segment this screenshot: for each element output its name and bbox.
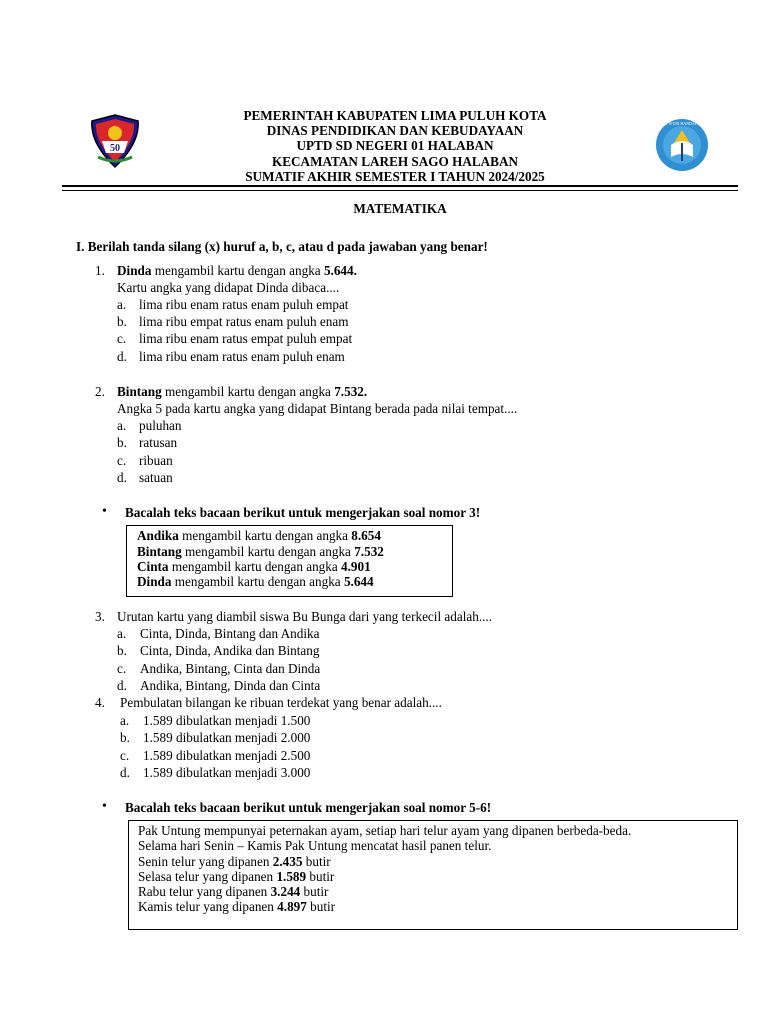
egg-text: Rabu telur yang dipanen: [138, 884, 271, 899]
q2-option-a[interactable]: puluhan: [139, 418, 182, 433]
egg-unit: butir: [302, 854, 331, 869]
q2-number: 2.: [95, 384, 105, 399]
egg-text: Kamis telur yang dipanen: [138, 899, 278, 914]
egg-text: Selasa telur yang dipanen: [138, 869, 277, 884]
q1-option-a[interactable]: lima ribu enam ratus enam puluh empat: [139, 297, 349, 312]
tut-wuri-handayani-logo: [654, 117, 710, 175]
header-line-4: KECAMATAN LAREH SAGO HALABAN: [271, 153, 519, 169]
q2-option-a-letter: a.: [117, 418, 127, 433]
document-header: [150, 108, 640, 184]
q2-stem: [117, 384, 367, 400]
q2-value: 7.532.: [334, 384, 368, 399]
egg-unit: butir: [306, 899, 336, 914]
egg-row-senin: [138, 854, 331, 870]
q2-option-d[interactable]: satuan: [139, 470, 173, 485]
egg-row-selasa: [138, 869, 334, 885]
q3-option-a[interactable]: Cinta, Dinda, Bintang dan Andika: [140, 626, 320, 641]
card-value: 8.654: [351, 528, 381, 543]
card-text: mengambil kartu dengan angka: [171, 574, 344, 589]
header-line-5: SUMATIF AKHIR SEMESTER I TAHUN 2024/2025: [245, 168, 545, 184]
bullet-marker-1: •: [102, 504, 107, 519]
egg-value: 1.589: [276, 869, 307, 884]
q4-option-b-letter: b.: [120, 730, 130, 745]
card-name: Cinta: [137, 559, 169, 574]
regency-seal-logo: [88, 113, 142, 169]
q1-stem: [117, 263, 357, 279]
egg-value: 3.244: [270, 884, 301, 899]
q2-question: Angka 5 pada kartu angka yang didapat Bintang berada pada nilai tempat....: [117, 401, 518, 416]
q1-value: 5.644.: [323, 263, 357, 278]
q4-option-c-letter: c.: [120, 748, 130, 763]
egg-row-rabu: [138, 884, 328, 900]
card-row-dinda: [137, 574, 374, 590]
q1-text: mengambil kartu dengan angka: [151, 263, 324, 278]
egg-intro-line-2: Selama hari Senin – Kamis Pak Untung mencatat hasil panen telur.: [138, 838, 492, 853]
q1-option-c[interactable]: lima ribu enam ratus empat puluh empat: [139, 331, 353, 346]
q3-question: Urutan kartu yang diambil siswa Bu Bunga dari yang terkecil adalah....: [117, 609, 493, 624]
q4-option-c[interactable]: 1.589 dibulatkan menjadi 2.500: [143, 748, 311, 763]
q1-option-c-letter: c.: [117, 331, 127, 346]
bullet-marker-2: •: [102, 799, 107, 814]
card-text: mengambil kartu dengan angka: [168, 559, 341, 574]
card-name: Andika: [137, 528, 179, 543]
logo-motto: TUT WURI HANDAYANI: [660, 121, 704, 126]
egg-value: 4.897: [277, 899, 307, 914]
q4-option-a[interactable]: 1.589 dibulatkan menjadi 1.500: [143, 713, 311, 728]
card-value: 5.644: [343, 574, 374, 589]
header-line-2: DINAS PENDIDIKAN DAN KEBUDAYAAN: [266, 123, 524, 139]
q1-question: Kartu angka yang didapat Dinda dibaca....: [117, 280, 340, 295]
q3-option-c[interactable]: Andika, Bintang, Cinta dan Dinda: [140, 661, 321, 676]
q1-option-d-letter: d.: [117, 349, 127, 364]
q4-option-d-letter: d.: [120, 765, 130, 780]
q4-option-b[interactable]: 1.589 dibulatkan menjadi 2.000: [143, 730, 311, 745]
egg-intro-line-1: Pak Untung mempunyai peternakan ayam, setiap hari telur ayam yang dipanen berbeda-beda.: [138, 823, 632, 838]
q2-option-b-letter: b.: [117, 435, 127, 450]
egg-unit: butir: [300, 884, 329, 899]
card-text: mengambil kartu dengan angka: [181, 544, 355, 559]
seal-number: 50: [110, 143, 120, 154]
q1-name: Dinda: [117, 263, 152, 278]
card-text: mengambil kartu dengan angka: [178, 528, 352, 543]
reading-instruction-q3: Bacalah teks bacaan berikut untuk mengerjakan soal nomor 3!: [125, 505, 481, 520]
header-divider-thick: [62, 185, 738, 187]
card-value: 4.901: [341, 559, 371, 574]
q4-option-d[interactable]: 1.589 dibulatkan menjadi 3.000: [143, 765, 311, 780]
q1-option-a-letter: a.: [117, 297, 127, 312]
header-line-1: PEMERINTAH KABUPATEN LIMA PULUH KOTA: [243, 108, 547, 123]
q2-option-c-letter: c.: [117, 453, 127, 468]
q2-option-d-letter: d.: [117, 470, 127, 485]
section-instruction: I. Berilah tanda silang (x) huruf a, b, c, atau d pada jawaban yang benar!: [76, 239, 488, 254]
q3-option-b-letter: b.: [117, 643, 127, 658]
q2-option-c[interactable]: ribuan: [139, 453, 173, 468]
q1-number: 1.: [95, 263, 105, 278]
q3-option-d-letter: d.: [117, 678, 127, 693]
egg-row-kamis: [138, 899, 335, 915]
q2-text: mengambil kartu dengan angka: [161, 384, 335, 399]
card-row-cinta: [137, 559, 371, 575]
q4-number: 4.: [95, 695, 105, 710]
q4-option-a-letter: a.: [120, 713, 130, 728]
q2-name: Bintang: [117, 384, 162, 399]
card-name: Dinda: [137, 574, 172, 589]
q3-option-b[interactable]: Cinta, Dinda, Andika dan Bintang: [140, 643, 320, 658]
card-name: Bintang: [137, 544, 182, 559]
header-divider-thin: [62, 190, 738, 191]
q1-option-b-letter: b.: [117, 314, 127, 329]
q1-option-d[interactable]: lima ribu enam ratus enam puluh enam: [139, 349, 345, 364]
reading-instruction-q5-6: Bacalah teks bacaan berikut untuk mengerjakan soal nomor 5-6!: [125, 800, 492, 815]
q4-question: Pembulatan bilangan ke ribuan terdekat yang benar adalah....: [120, 695, 442, 710]
q3-option-d[interactable]: Andika, Bintang, Dinda dan Cinta: [140, 678, 321, 693]
card-row-bintang: [137, 544, 384, 560]
card-row-andika: [137, 528, 381, 544]
egg-value: 2.435: [272, 854, 303, 869]
egg-unit: butir: [306, 869, 335, 884]
header-line-3: UPTD SD NEGERI 01 HALABAN: [296, 138, 494, 154]
q3-option-a-letter: a.: [117, 626, 127, 641]
q3-option-c-letter: c.: [117, 661, 127, 676]
q3-number: 3.: [95, 609, 105, 624]
q2-option-b[interactable]: ratusan: [139, 435, 178, 450]
egg-text: Senin telur yang dipanen: [138, 854, 273, 869]
subject-title: MATEMATIKA: [353, 201, 447, 216]
q1-option-b[interactable]: lima ribu empat ratus enam puluh enam: [139, 314, 349, 329]
card-value: 7.532: [354, 544, 384, 559]
